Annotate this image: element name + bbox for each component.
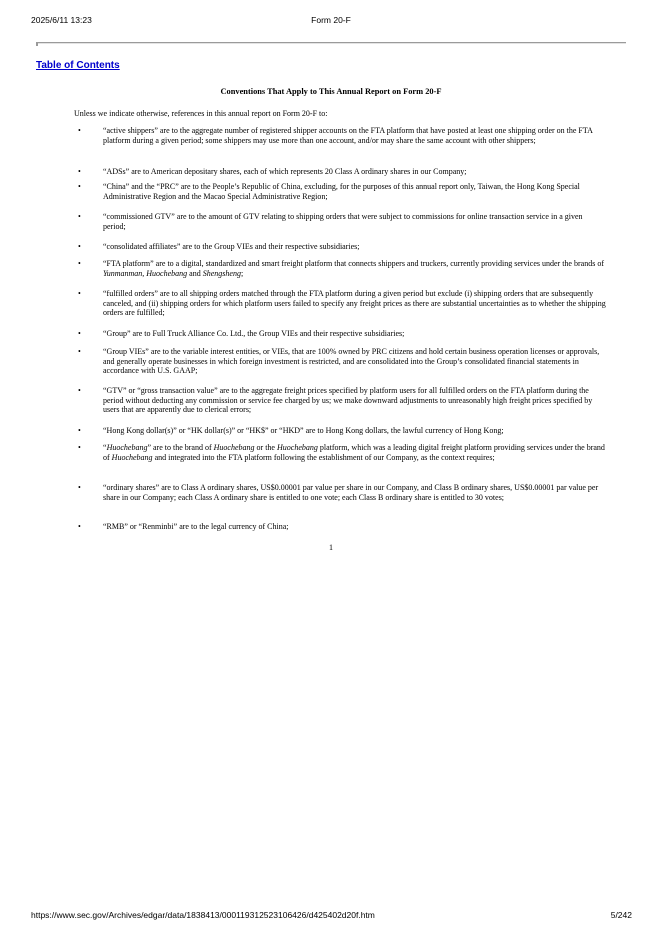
list-item-text: “consolidated affiliates” are to the Group VIEs and their respective subsidiaries;	[103, 242, 360, 251]
print-page-count: 5/242	[610, 910, 632, 920]
table-of-contents-link[interactable]: Table of Contents	[36, 60, 120, 71]
print-datetime: 2025/6/11 13:23	[31, 15, 92, 25]
print-url: https://www.sec.gov/Archives/edgar/data/1838413/000119312523106426/d425402d20f.htm	[31, 910, 375, 920]
bullet: •	[78, 483, 81, 492]
bullet: •	[78, 242, 81, 251]
list-item-text: “RMB” or “Renminbi” are to the legal currency of China;	[103, 522, 289, 531]
bullet: •	[78, 386, 81, 395]
list-item-text: “China” and the “PRC” are to the People’s Republic of China, excluding, for the purposes of this annual report only, Taiwan, the Hong Kong Special Administrative Region and the Macao Special Administrative Region;	[103, 182, 580, 201]
list-item-text: “Hong Kong dollar(s)” or “HK dollar(s)” or “HK$” or “HKD” are to Hong Kong dollars, the lawful currency of Hong Kong;	[103, 426, 504, 435]
page-number: 1	[329, 543, 333, 552]
bullet: •	[78, 126, 81, 135]
list-item-text: “ADSs” are to American depositary shares, each of which represents 20 Class A ordinary shares in our Company;	[103, 167, 467, 176]
list-item-text: “Huochebang” are to the brand of Huochebang or the Huochebang platform, which was a leading digital freight platform providing services under the brand of Huochebang and integrated into the FTA platform following the establishment of our Company, as the context requires;	[103, 443, 605, 462]
list-item-text: “fulfilled orders” are to all shipping orders matched through the FTA platform during a given period but exclude (i) shipping orders that are subsequently canceled, and (ii) shipping orders for which platform users failed to specify any freight prices as there are substantial uncertainties as to whether the shipping orders are fulfilled;	[103, 289, 606, 318]
bullet: •	[78, 212, 81, 221]
section-title: Conventions That Apply to This Annual Report on Form 20-F	[220, 87, 442, 96]
list-item-text: “commissioned GTV” are to the amount of GTV relating to shipping orders that were subject to commissions for online transaction service in a given period;	[103, 212, 583, 231]
bullet: •	[78, 182, 81, 191]
list-item-text: “FTA platform” are to a digital, standardized and smart freight platform that connects shippers and truckers, currently providing services under the brands of Yunmanman, Huochebang and Shengsheng;	[103, 259, 604, 278]
bullet: •	[78, 329, 81, 338]
list-item-text: “active shippers” are to the aggregate number of registered shipper accounts on the FTA platform that have posted at least one shipping order on the FTA platform during a given period; some shippers may use more than one account, and/or may share the same account with other shippers;	[103, 126, 593, 145]
bullet: •	[78, 443, 81, 452]
intro-paragraph: Unless we indicate otherwise, references in this annual report on Form 20-F to:	[74, 109, 328, 118]
header-rule	[36, 42, 626, 44]
bullet: •	[78, 522, 81, 531]
list-item-text: “ordinary shares” are to Class A ordinary shares, US$0.00001 par value per share in our Company, and Class B ordinary shares, US$0.00001 par value per share in our Company; each Class A ordinary share is entitled to one vote; each Class B ordinary share is entitled to 30 votes;	[103, 483, 599, 502]
list-item-text: “GTV” or “gross transaction value” are to the aggregate freight prices specified by platform users for all fulfilled orders on the FTA platform during the period without deducting any commission or service fee charged by us; we make downward adjustments to unreasonably high freight prices specified by users that are apparently due to clerical errors;	[103, 386, 593, 415]
bullet: •	[78, 347, 81, 356]
bullet: •	[78, 259, 81, 268]
bullet: •	[78, 289, 81, 298]
bullet: •	[78, 167, 81, 176]
print-doc-title: Form 20-F	[311, 15, 351, 25]
list-item-text: “Group VIEs” are to the variable interest entities, or VIEs, that are 100% owned by PRC citizens and hold certain business operation licenses or approvals, and generally operate businesses in which foreign investment is restricted, and are consolidated into the Group’s consolidated financial statements in accordance with U.S. GAAP;	[103, 347, 600, 376]
bullet: •	[78, 426, 81, 435]
list-item-text: “Group” are to Full Truck Alliance Co. Ltd., the Group VIEs and their respective subsidiaries;	[103, 329, 405, 338]
header-rule-tick	[36, 42, 38, 46]
